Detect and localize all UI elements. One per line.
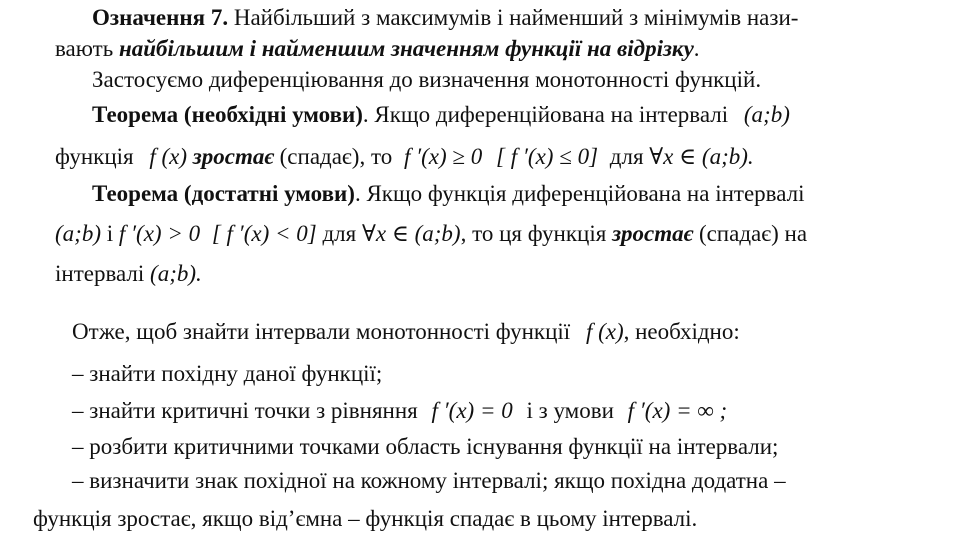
theorem-sufficient-increases: зростає: [612, 221, 694, 246]
procedure-step-2-mid: і з умови: [526, 398, 614, 423]
theorem-necessary-line-2: [55, 143, 754, 171]
theorem-necessary-func-word: функція: [55, 144, 134, 169]
definition-text: Найбільший з максимумів і найменший з мінімумів нази-: [228, 5, 799, 30]
procedure-intro-text: Отже, щоб знайти інтервали монотонності функції: [72, 319, 571, 344]
theorem-sufficient-title: Теорема (достатні умови): [92, 181, 355, 206]
theorem-sufficient-decreases: (спадає) на: [698, 221, 808, 246]
theorem-necessary-title: Теорема (необхідні умови): [92, 102, 363, 127]
theorem-necessary-for-word: для: [609, 144, 644, 169]
procedure-intro-end: , необхідно:: [623, 319, 740, 344]
theorem-sufficient-cond1: f ′(x) > 0: [118, 221, 201, 246]
procedure-step-2: [72, 397, 727, 425]
definition-line-1: [92, 4, 798, 32]
procedure-fx: f (x): [585, 319, 624, 344]
theorem-sufficient-forall: ∀x ∈ (a;b): [361, 221, 461, 246]
theorem-necessary-increases: зростає: [192, 144, 274, 169]
procedure-step-2-eq2: f ′(x) = ∞ ;: [627, 398, 728, 423]
definition-text-end: .: [693, 36, 700, 61]
procedure-step-4-line-1: – визначити знак похідної на кожному інтервалі; якщо похідна додатна –: [72, 468, 786, 493]
theorem-sufficient-line-1: [92, 180, 805, 208]
theorem-necessary-line-1: [92, 101, 790, 129]
intro-line: Застосуємо диференціювання до визначення монотонності функцій.: [92, 67, 762, 92]
procedure-step-1: – знайти похідну даної функції;: [72, 361, 383, 386]
theorem-sufficient-and: і: [106, 221, 114, 246]
theorem-sufficient-for-word: для: [322, 221, 357, 246]
theorem-sufficient-interval: (a;b): [55, 221, 101, 246]
theorem-necessary-fx: f (x): [149, 144, 188, 169]
definition-term: найбільшим і найменшим значенням функції на відрізку: [118, 36, 694, 61]
procedure-step-2-text: – знайти критичні точки з рівняння: [72, 398, 418, 423]
theorem-sufficient-text: . Якщо функція диференційована на інтервалі: [354, 181, 805, 206]
procedure-step-4-line-2: функція зростає, якщо від’ємна – функція спадає в цьому інтервалі.: [33, 506, 698, 531]
theorem-necessary-cond2: [ f ′(x) ≤ 0]: [496, 144, 599, 169]
procedure-step-2-eq1: f ′(x) = 0: [431, 398, 513, 423]
theorem-sufficient-interval-3: (a;b).: [150, 261, 202, 286]
theorem-sufficient-line-3: [55, 260, 202, 288]
theorem-necessary-text: . Якщо диференційована на інтервалі: [362, 102, 729, 127]
theorem-necessary-cond1: f ′(x) ≥ 0: [403, 144, 483, 169]
theorem-sufficient-interval-word: інтервалі: [55, 261, 145, 286]
definition-title: Означення 7.: [92, 5, 229, 30]
theorem-sufficient-line-2: [55, 220, 807, 248]
theorem-necessary-interval: (a;b): [743, 102, 790, 127]
procedure-intro: [72, 318, 740, 346]
theorem-necessary-decreases: (спадає), то: [279, 144, 393, 169]
definition-text-start: вають: [55, 36, 119, 61]
theorem-sufficient-then: , то ця функція: [460, 221, 607, 246]
theorem-sufficient-cond2: [ f ′(x) < 0]: [211, 221, 317, 246]
procedure-step-3: – розбити критичними точками область існування функції на інтервали;: [72, 434, 779, 459]
definition-line-2: [55, 35, 700, 63]
theorem-necessary-forall: ∀x ∈ (a;b).: [649, 144, 754, 169]
